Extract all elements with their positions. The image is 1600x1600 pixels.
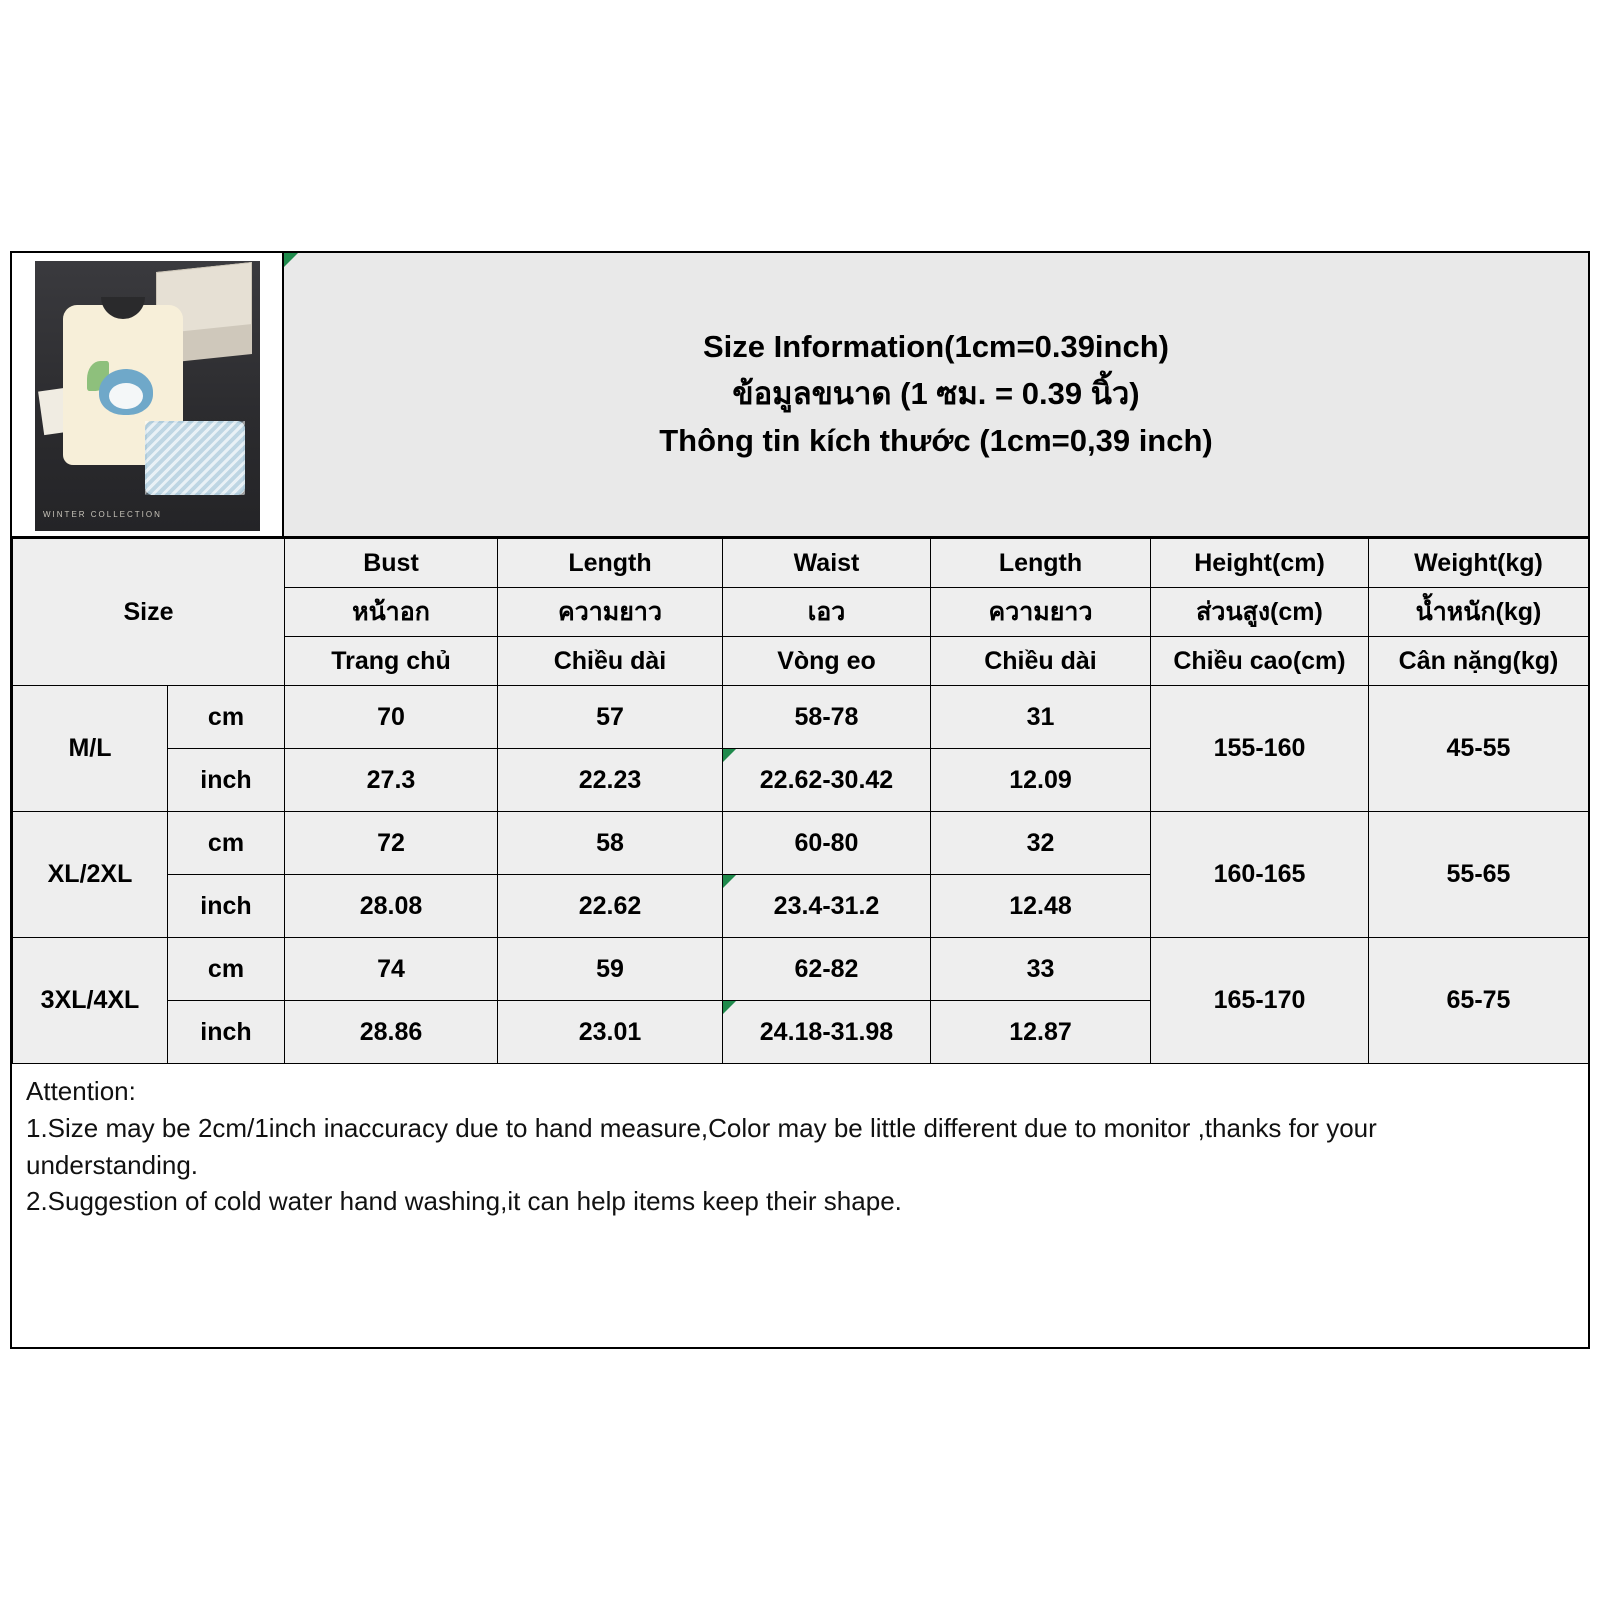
title-thai: ข้อมูลขนาด (1 ซม. = 0.39 นิ้ว) xyxy=(732,376,1140,412)
product-photo xyxy=(35,261,260,531)
table-row xyxy=(13,812,1589,875)
cell-bust-inch: 28.86 xyxy=(285,1001,498,1064)
row-size-name: M/L xyxy=(13,686,168,812)
col-length2-en: Length xyxy=(931,539,1151,588)
cell-bust-cm: 70 xyxy=(285,686,498,749)
photo-shorts-pattern xyxy=(145,421,245,495)
cell-weight: 55-65 xyxy=(1369,812,1589,938)
row-unit-cm: cm xyxy=(168,812,285,875)
col-weight-th: น้ำหนัก(kg) xyxy=(1369,588,1589,637)
col-length2-th: ความยาว xyxy=(931,588,1151,637)
cell-waist-cm: 58-78 xyxy=(723,686,931,749)
title-cell xyxy=(284,253,1588,536)
row-unit-cm: cm xyxy=(168,686,285,749)
col-length1-th: ความยาว xyxy=(498,588,723,637)
cell-length2-cm: 33 xyxy=(931,938,1151,1001)
col-waist-vi: Vòng eo xyxy=(723,637,931,686)
table-row xyxy=(13,686,1589,749)
cell-length1-inch: 23.01 xyxy=(498,1001,723,1064)
col-weight-en: Weight(kg) xyxy=(1369,539,1589,588)
col-waist-th: เอว xyxy=(723,588,931,637)
cell-length1-cm: 57 xyxy=(498,686,723,749)
col-height-th: ส่วนสูง(cm) xyxy=(1151,588,1369,637)
attention-heading: Attention: xyxy=(26,1076,136,1106)
cell-waist-inch: 22.62-30.42 xyxy=(723,749,931,812)
col-weight-vi: Cân nặng(kg) xyxy=(1369,637,1589,686)
measurements-table xyxy=(12,538,1589,1064)
cell-length1-inch: 22.23 xyxy=(498,749,723,812)
size-header-label: Size xyxy=(13,539,285,686)
col-height-vi: Chiều cao(cm) xyxy=(1151,637,1369,686)
cell-length1-inch: 22.62 xyxy=(498,875,723,938)
row-unit-cm: cm xyxy=(168,938,285,1001)
title-english: Size Information(1cm=0.39inch) xyxy=(703,329,1169,365)
cell-length2-inch: 12.48 xyxy=(931,875,1151,938)
attention-line-2: 2.Suggestion of cold water hand washing,it can help items keep their shape. xyxy=(26,1186,902,1217)
attention-line-1: 1.Size may be 2cm/1inch inaccuracy due to hand measure,Color may be little different due to monitor ,thanks for your xyxy=(26,1112,1377,1143)
cell-length2-cm: 31 xyxy=(931,686,1151,749)
cell-length2-inch: 12.09 xyxy=(931,749,1151,812)
row-unit-inch: inch xyxy=(168,1001,285,1064)
cell-bust-cm: 72 xyxy=(285,812,498,875)
col-length1-vi: Chiều dài xyxy=(498,637,723,686)
cell-waist-inch: 23.4-31.2 xyxy=(723,875,931,938)
cell-bust-inch: 27.3 xyxy=(285,749,498,812)
row-size-name: 3XL/4XL xyxy=(13,938,168,1064)
cell-weight: 65-75 xyxy=(1369,938,1589,1064)
product-photo-cell xyxy=(12,253,284,536)
table-row xyxy=(13,938,1589,1001)
cell-height: 160-165 xyxy=(1151,812,1369,938)
col-bust-vi: Trang chủ xyxy=(285,637,498,686)
cell-height: 155-160 xyxy=(1151,686,1369,812)
cell-length2-cm: 32 xyxy=(931,812,1151,875)
col-bust-en: Bust xyxy=(285,539,498,588)
col-waist-en: Waist xyxy=(723,539,931,588)
col-length1-en: Length xyxy=(498,539,723,588)
col-height-en: Height(cm) xyxy=(1151,539,1369,588)
title-vietnamese: Thông tin kích thước (1cm=0,39 inch) xyxy=(659,422,1213,458)
cell-length1-cm: 58 xyxy=(498,812,723,875)
cell-bust-cm: 74 xyxy=(285,938,498,1001)
cell-height: 165-170 xyxy=(1151,938,1369,1064)
row-size-name: XL/2XL xyxy=(13,812,168,938)
size-chart-sheet xyxy=(10,251,1590,1349)
cell-bust-inch: 28.08 xyxy=(285,875,498,938)
col-length2-vi: Chiều dài xyxy=(931,637,1151,686)
col-bust-th: หน้าอก xyxy=(285,588,498,637)
photo-caption: WINTER COLLECTION xyxy=(43,510,162,519)
cell-waist-inch: 24.18-31.98 xyxy=(723,1001,931,1064)
header-band xyxy=(12,253,1588,538)
cell-waist-cm: 60-80 xyxy=(723,812,931,875)
photo-shirt-penguin-graphic xyxy=(99,369,153,415)
cell-length1-cm: 59 xyxy=(498,938,723,1001)
cell-waist-cm: 62-82 xyxy=(723,938,931,1001)
cell-length2-inch: 12.87 xyxy=(931,1001,1151,1064)
photo-shorts xyxy=(145,421,245,495)
row-unit-inch: inch xyxy=(168,875,285,938)
row-unit-inch: inch xyxy=(168,749,285,812)
attention-notes xyxy=(12,1064,1588,1219)
green-corner-marker-icon xyxy=(284,253,298,267)
cell-weight: 45-55 xyxy=(1369,686,1589,812)
attention-line-1b: understanding. xyxy=(26,1149,199,1180)
